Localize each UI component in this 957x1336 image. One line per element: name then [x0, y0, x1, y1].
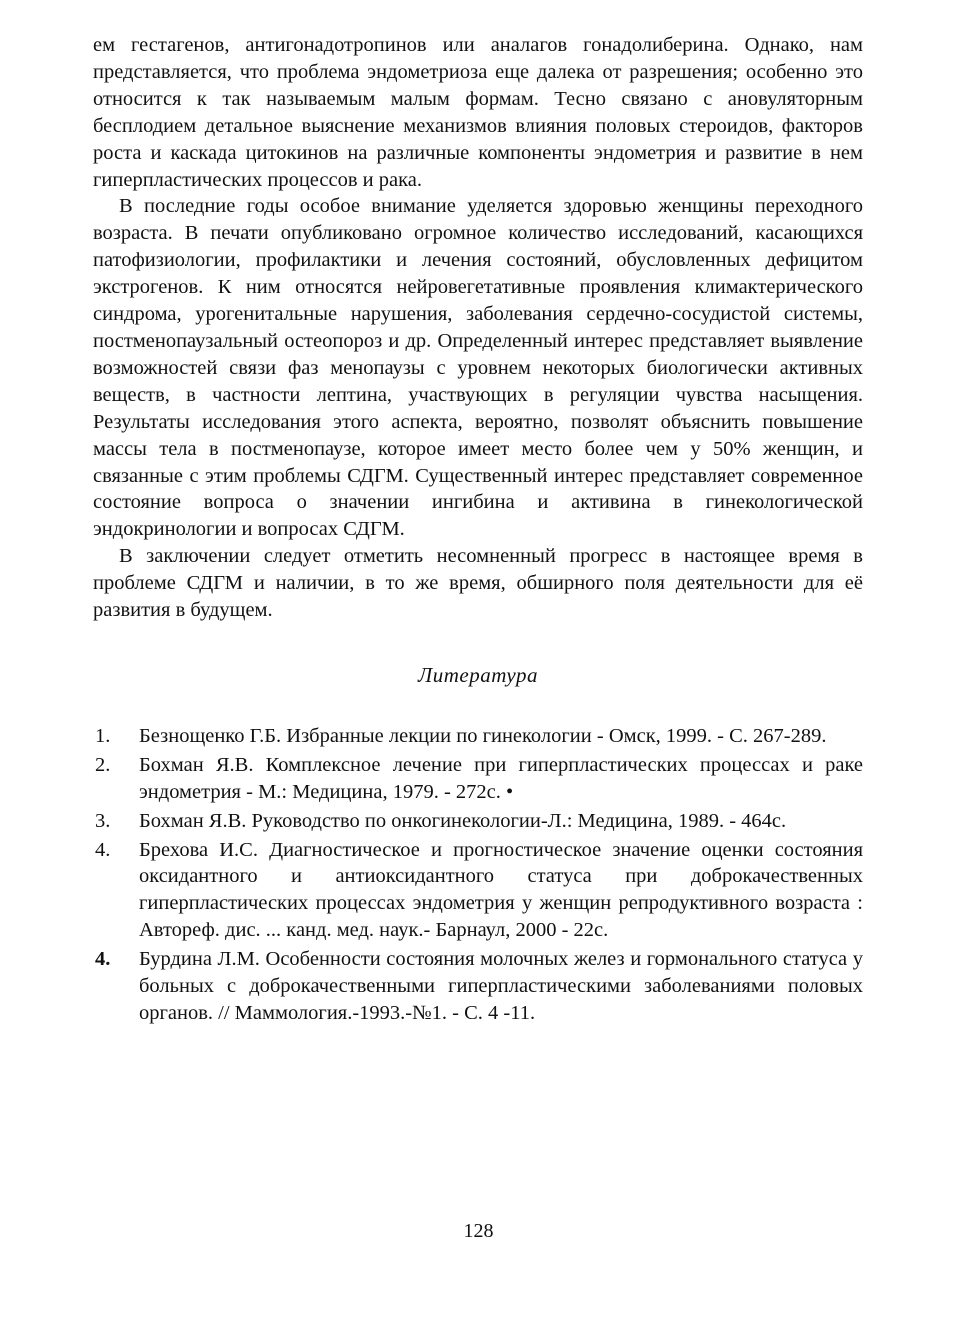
paragraph-3: В заключении следует отметить несомненный прогресс в настоящее время в проблеме СДГМ и наличии, в то же время, обширного поля деятельности для её развития в будущем. [93, 545, 863, 622]
reference-text: Брехова И.С. Диагностическое и прогностическое значение оценки состояния оксидантного и антиоксидантного статуса при доброкачественных гиперпластических процессах эндометрия у женщин репродуктивного возраста : Автореф. дис. ... канд. мед. наук.- Барнаул, 2000 - 22с. [139, 838, 863, 942]
reference-item [93, 837, 863, 945]
reference-item [93, 946, 863, 1027]
document-page [93, 32, 863, 1029]
reference-item [93, 723, 863, 750]
paragraph-1: ем гестагенов, антигонадотропинов или аналагов гонадолиберина. Однако, нам представляется, что проблема эндометриоза еще далека от разрешения; особенно это относится к так называемым малым формам. Тесно связано с ановуляторным бесплодием детальное выяснение механизмов влияния половых стероидов, факторов роста и каскада цитокинов на различные компоненты эндометрия и развитие в нем гиперпластических процессов и рака. [93, 34, 863, 191]
reference-text: Бохман Я.В. Руководство по онкогинекологии-Л.: Медицина, 1989. - 464с. [139, 809, 787, 832]
reference-number: 4. [95, 948, 111, 971]
reference-text: Безнощенко Г.Б. Избранные лекции по гинекологии - Омск, 1999. - С. 267-289. [139, 724, 827, 747]
reference-text: Бурдина Л.М. Особенности состояния молочных желез и гормонального статуса у больных с доброкачественными гиперпластическими заболеваниями половых органов. // Маммология.-1993.-№1. - С. 4 -11. [139, 948, 863, 1024]
reference-number: 3. [95, 809, 111, 832]
reference-item [93, 752, 863, 806]
reference-text: Бохман Я.В. Комплексное лечение при гиперпластических процессах и раке эндометрия - М.: Медицина, 1979. - 272с. • [139, 753, 863, 803]
reference-number: 2. [95, 753, 111, 776]
reference-list [93, 723, 863, 1027]
literature-heading: Литература [418, 662, 538, 687]
paragraph-2: В последние годы особое внимание уделяется здоровью женщины переходного возраста. В печати опубликовано огромное количество исследований, касающихся патофизиологии, профилактики и лечения состояний, обусловленных дефицитом экстрогенов. К ним относятся нейровегетативные проявления климактерического синдрома, урогенитальные нарушения, заболевания сердечно-сосудистой системы, постменопаузальный остеопороз и др. Определенный интерес представляет выявление возможностей связи фаз менопаузы с уровнем некоторых биологически активных веществ, в частности лептина, участвующих в регуляции чувства насыщения. Результаты исследования этого аспекта, вероятно, позволят объяснить повышение массы тела в постменопаузе, которое имеет место более чем у 50% женщин, и связанные с этим проблемы СДГМ. Существенный интерес представляет современное состояние вопроса о значении ингибина и активина в гинекологической эндокринологии и вопросах СДГМ. [93, 195, 863, 541]
reference-number: 4. [95, 838, 111, 861]
page-number: 128 [463, 1220, 494, 1242]
reference-number: 1. [95, 724, 111, 747]
reference-item [93, 808, 863, 835]
